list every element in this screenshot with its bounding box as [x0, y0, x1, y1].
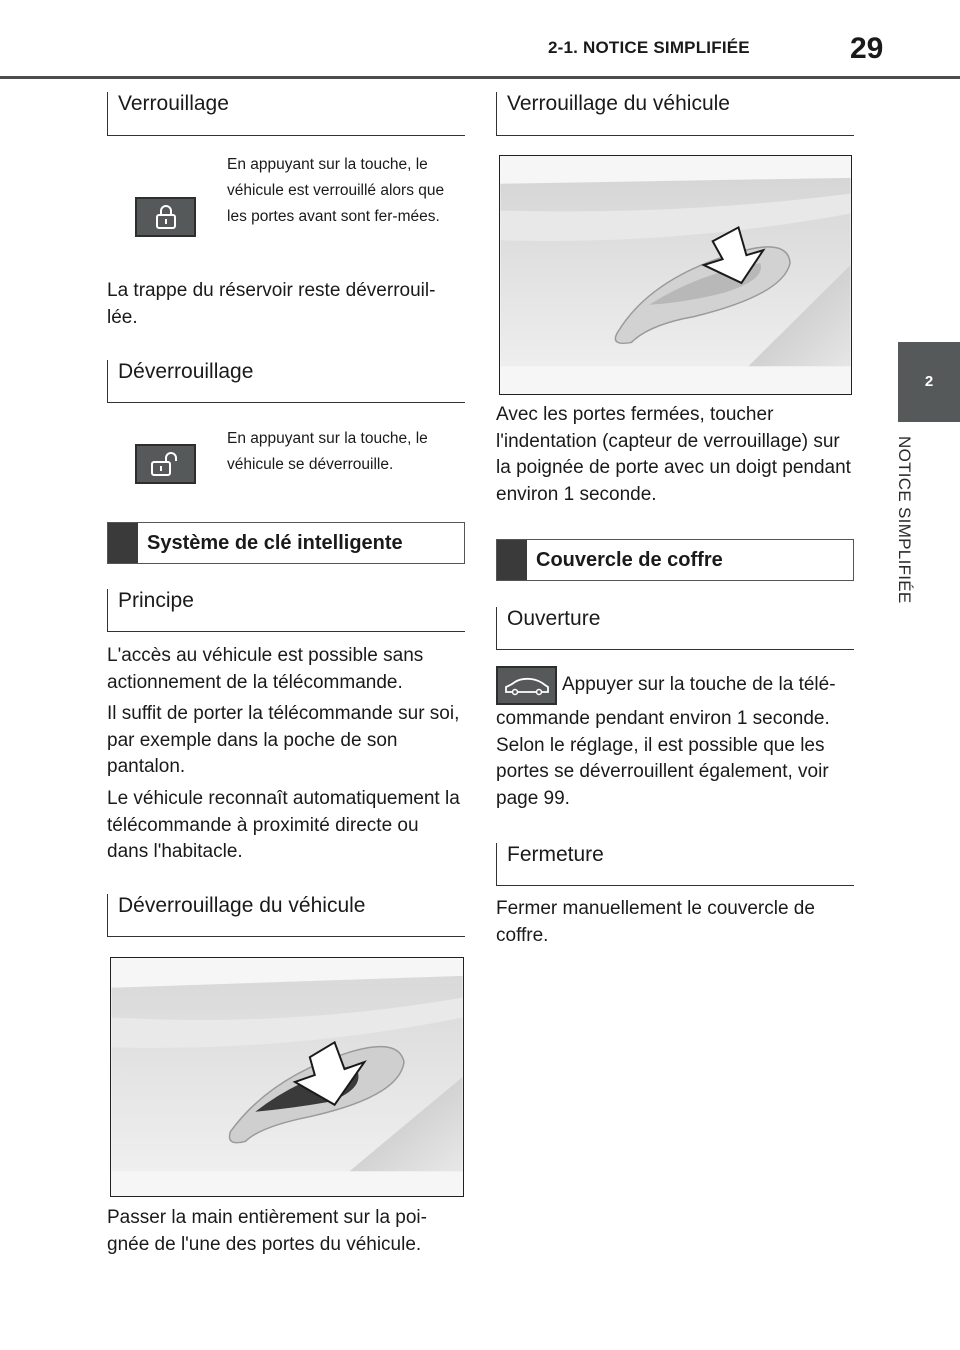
lock-button-icon	[135, 197, 196, 237]
section-marker	[108, 523, 138, 563]
door-handle-lock-graphic	[500, 156, 851, 394]
unlock-button-icon	[135, 444, 196, 484]
trunk-close-text: Fermer manuellement le couvercle de coffre.	[496, 898, 815, 946]
unlock-caption: Passer la main entièrement sur la poi-gnée de l'une des portes du véhicule.	[107, 1207, 427, 1255]
trunk-inline-text: Appuyer sur la touche de la télé-	[562, 674, 836, 695]
lock-vehicle-text: Avec les portes fermées, toucher l'indentation (capteur de verrouillage) sur la poignée de porte avec un doigt pendant environ 1 seconde.	[496, 404, 851, 505]
heading-fermeture: Fermeture	[496, 843, 854, 886]
chapter-side-label	[874, 436, 934, 626]
heading-deverrouillage-vehicule: Déverrouillage du véhicule	[107, 894, 465, 937]
heading-ouverture: Ouverture	[496, 607, 854, 650]
heading-verrouillage: Verrouillage	[107, 92, 465, 136]
principe-para-2: Il suffit de porter la télécommande sur soi, par exemple dans la poche de son pantalon.	[107, 703, 460, 777]
door-handle-unlock-illustration	[110, 957, 464, 1197]
chapter-side-label-text: NOTICE SIMPLIFIÉE	[895, 436, 914, 604]
door-handle-lock-illustration	[499, 155, 852, 395]
trunk-icon	[503, 675, 551, 697]
trunk-open-text: commande pendant environ 1 seconde. Selon le réglage, il est possible que les portes se déverrouillent également, voir page 99.	[496, 708, 830, 809]
section-marker	[497, 540, 527, 580]
door-handle-unlock-graphic	[111, 958, 463, 1196]
section-trunk-lid	[496, 539, 854, 581]
section-trunk-lid-title: Couvercle de coffre	[536, 548, 723, 571]
heading-principe: Principe	[107, 589, 465, 632]
section-smart-key-title: Système de clé intelligente	[147, 531, 403, 554]
section-smart-key	[107, 522, 465, 564]
lock-icon	[153, 204, 179, 230]
trunk-button-icon	[496, 666, 557, 705]
unlock-icon	[149, 451, 183, 477]
heading-deverrouillage: Déverrouillage	[107, 360, 465, 403]
chapter-title: 2-1. NOTICE SIMPLIFIÉE	[548, 38, 750, 57]
header-divider	[0, 76, 960, 79]
principe-para-3: Le véhicule reconnaît automatiquement la télécommande à proximité directe ou dans l'habitacle.	[107, 788, 460, 862]
principe-para-1: L'accès au véhicule est possible sans actionnement de la télécommande.	[107, 645, 424, 693]
unlock-description: En appuyant sur la touche, le véhicule se déverrouille.	[227, 430, 428, 473]
page-number: 29	[850, 32, 884, 65]
fuel-flap-note: La trappe du réservoir reste déverrouil-lée.	[107, 280, 436, 328]
heading-verrouillage-vehicule: Verrouillage du véhicule	[496, 92, 854, 136]
lock-description: En appuyant sur la touche, le véhicule est verrouillé alors que les portes avant sont fer-mées.	[227, 156, 445, 225]
chapter-tab[interactable]: 2	[898, 342, 960, 422]
